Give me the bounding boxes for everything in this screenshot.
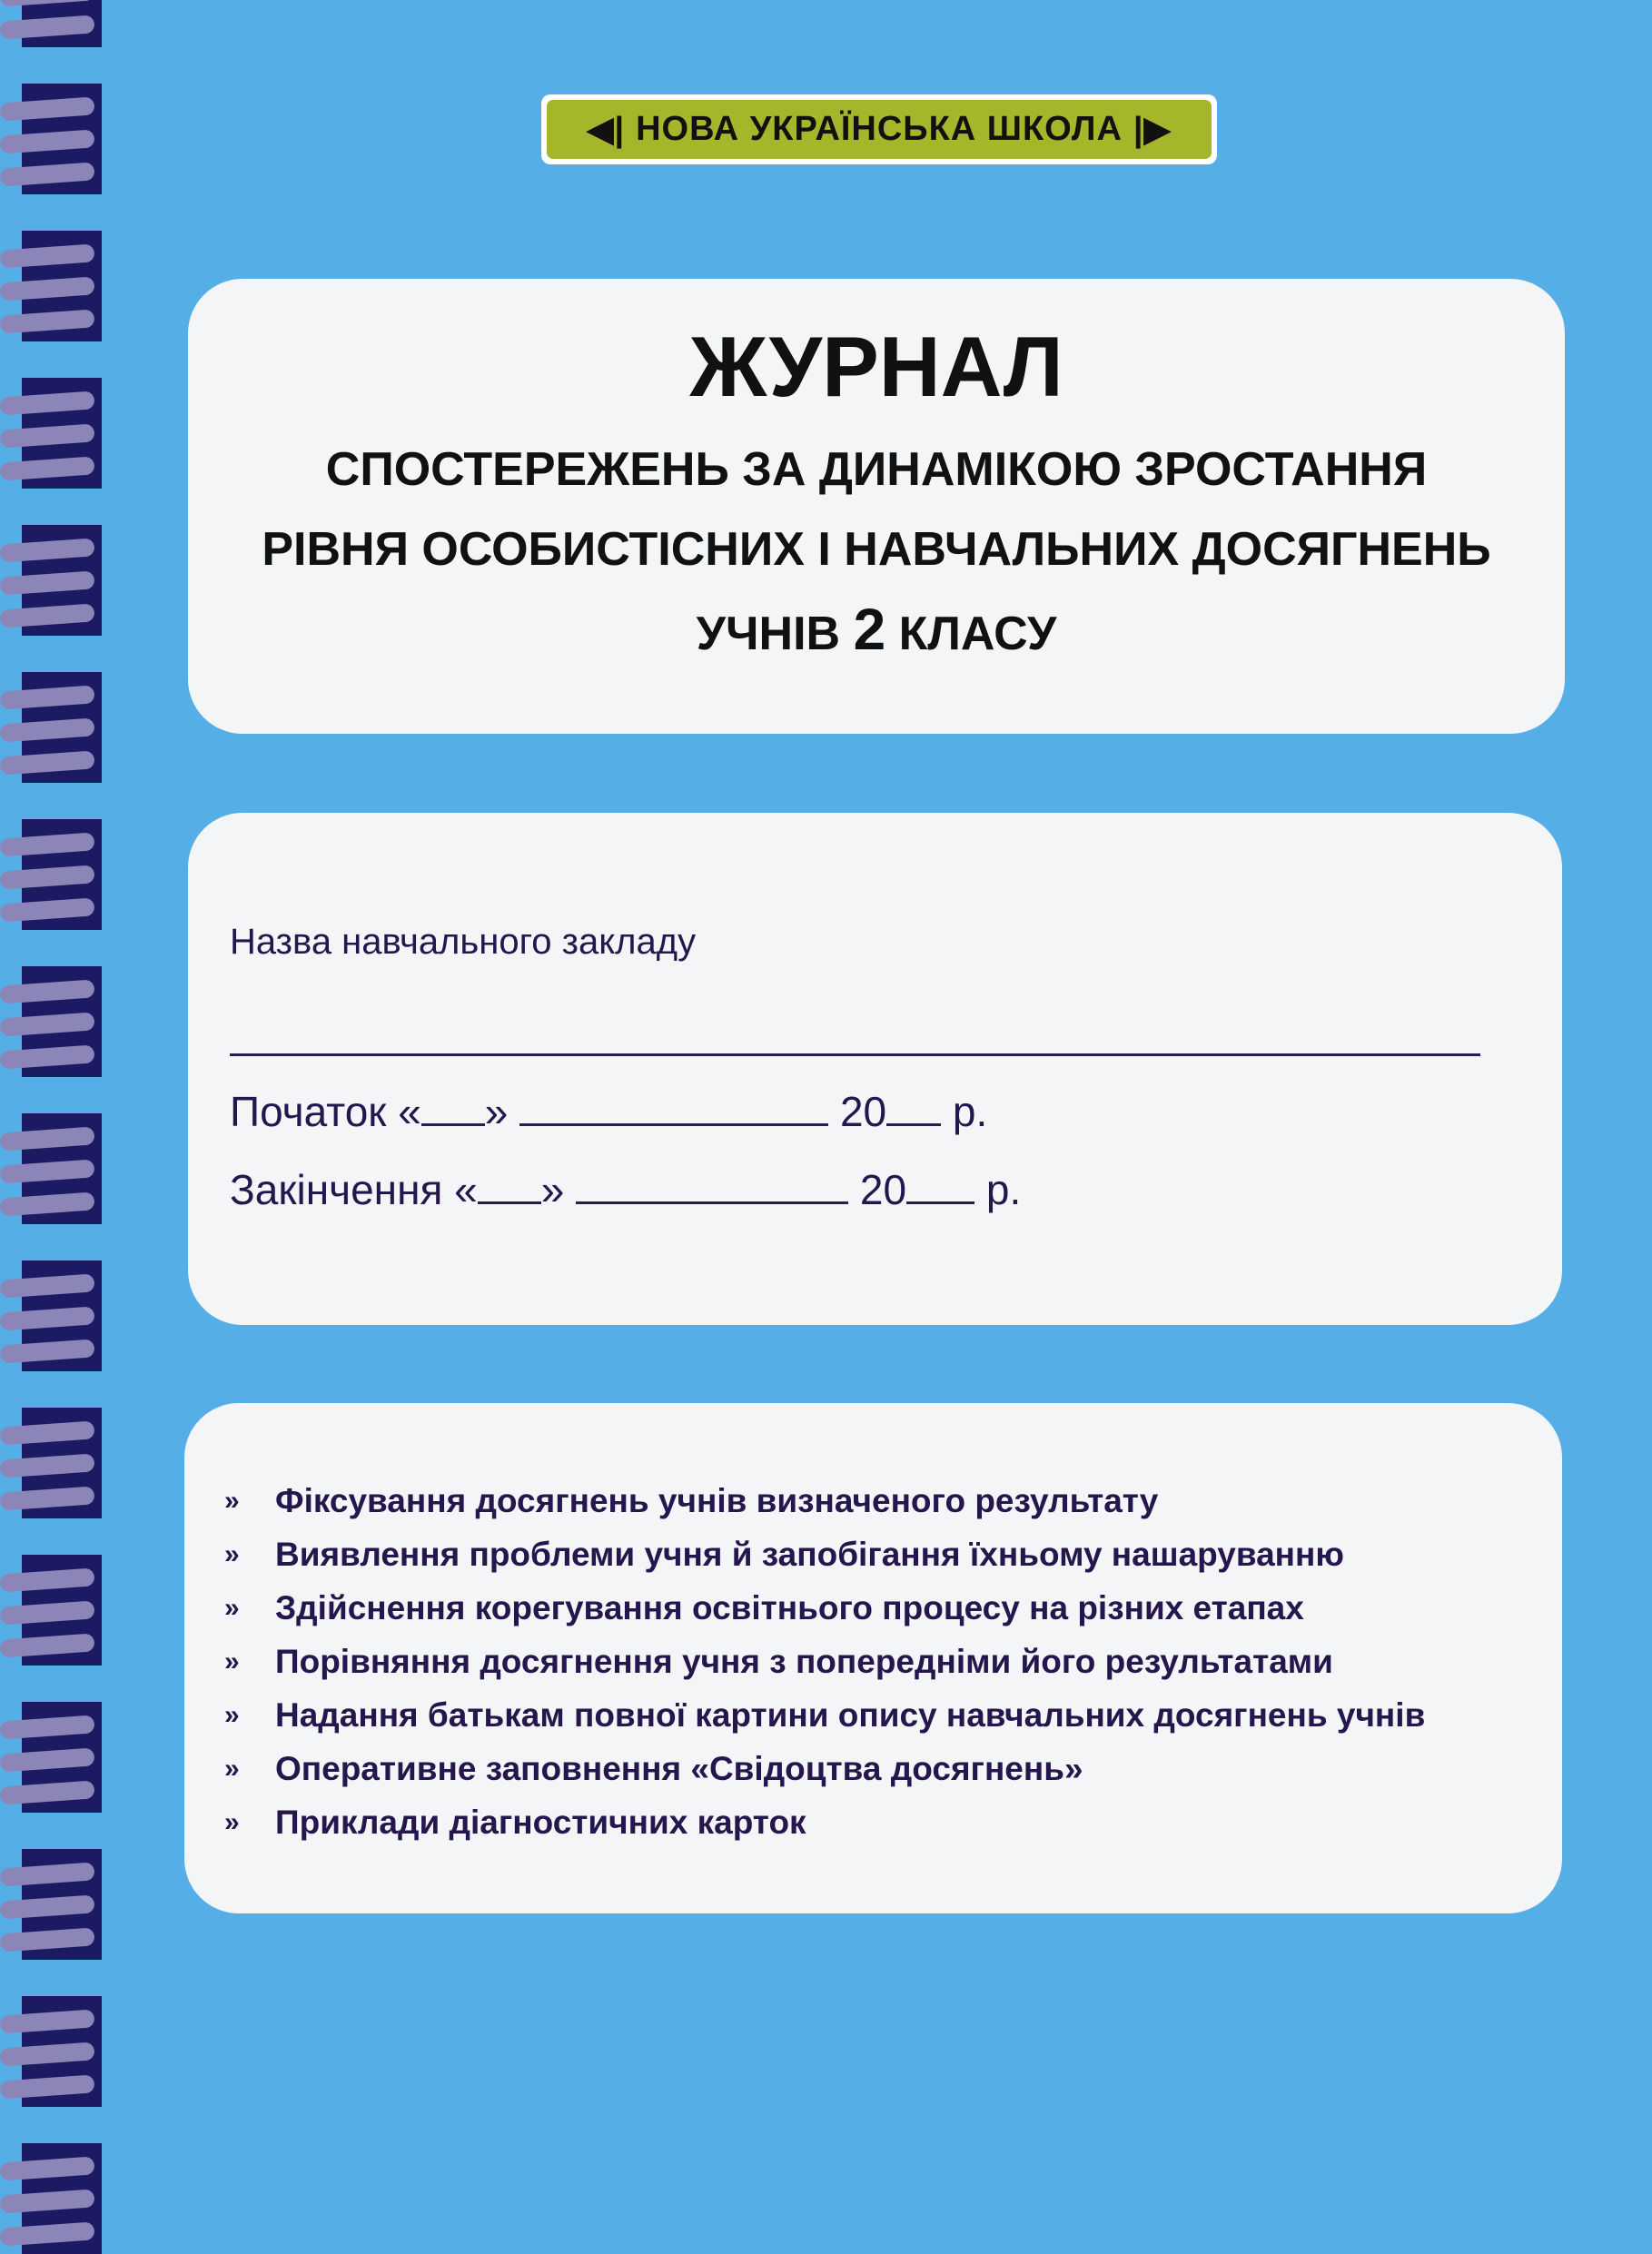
feature-text: Надання батькам повної картини опису навчальних досягнень учнів [275,1695,1426,1734]
title-main: ЖУРНАЛ [689,319,1063,414]
feature-text: Приклади діагностичних карток [275,1803,806,1841]
end-date-row [230,1165,1021,1214]
list-item [224,1581,1425,1635]
list-item [224,1795,1425,1849]
grade-number: 2 [853,597,886,662]
start-year-blank[interactable] [886,1122,941,1126]
feature-text: Фіксування досягнень учнів визначеного результату [275,1481,1159,1519]
list-item [224,1635,1425,1688]
subtitle-class: КЛАСУ [898,608,1057,660]
end-label: Закінчення « [230,1166,478,1213]
year-suffix: р. [952,1088,988,1135]
list-item [224,1474,1425,1527]
badge-text: НОВА УКРАЇНСЬКА ШКОЛА [636,110,1123,148]
feature-text: Здійснення корегування освітнього процесу на різних етапах [275,1588,1304,1626]
triangle-right-icon: |▶ [1133,111,1172,149]
double-chevron-icon: » [224,1485,240,1516]
subtitle-line-3 [188,589,1565,674]
nus-badge [541,94,1217,164]
double-chevron-icon: » [224,1538,240,1569]
double-chevron-icon: » [224,1592,240,1623]
school-name-label: Назва навчального закладу [230,922,697,962]
features-card [184,1403,1562,1913]
triangle-left-icon: ◀| [587,111,626,149]
list-item [224,1527,1425,1581]
list-item [224,1688,1425,1742]
title-card [188,279,1565,734]
list-item [224,1742,1425,1795]
start-label: Початок « [230,1088,421,1135]
quote-close: » [484,1088,509,1135]
form-card [188,813,1562,1325]
end-year-blank[interactable] [906,1201,974,1204]
subtitle-line-1: СПОСТЕРЕЖЕНЬ ЗА ДИНАМІКОЮ ЗРОСТАННЯ [325,443,1428,496]
double-chevron-icon: » [224,1806,240,1837]
subtitle-pupils: УЧНІВ [696,608,841,660]
double-chevron-icon: » [224,1753,240,1784]
double-chevron-icon: » [224,1699,240,1730]
feature-text: Виявлення проблеми учня й запобігання їхньому нашаруванню [275,1535,1344,1573]
start-day-blank[interactable] [421,1122,485,1126]
start-date-row [230,1087,987,1136]
features-list [224,1474,1425,1849]
start-month-blank[interactable] [519,1122,828,1126]
spiral-binding [0,0,109,2188]
year-prefix: 20 [859,1166,907,1213]
subtitle-line-2: РІВНЯ ОСОБИСТІСНИХ І НАВЧАЛЬНИХ ДОСЯГНЕНЬ [262,523,1491,576]
double-chevron-icon: » [224,1646,240,1676]
end-day-blank[interactable] [478,1201,541,1204]
year-prefix: 20 [839,1088,887,1135]
school-name-line[interactable] [230,1053,1480,1056]
end-month-blank[interactable] [576,1201,848,1204]
quote-close: » [540,1166,565,1213]
feature-text: Порівняння досягнення учня з попередніми його результатами [275,1642,1333,1680]
feature-text: Оперативне заповнення «Свідоцтва досягнень» [275,1749,1083,1787]
year-suffix: р. [985,1166,1022,1213]
